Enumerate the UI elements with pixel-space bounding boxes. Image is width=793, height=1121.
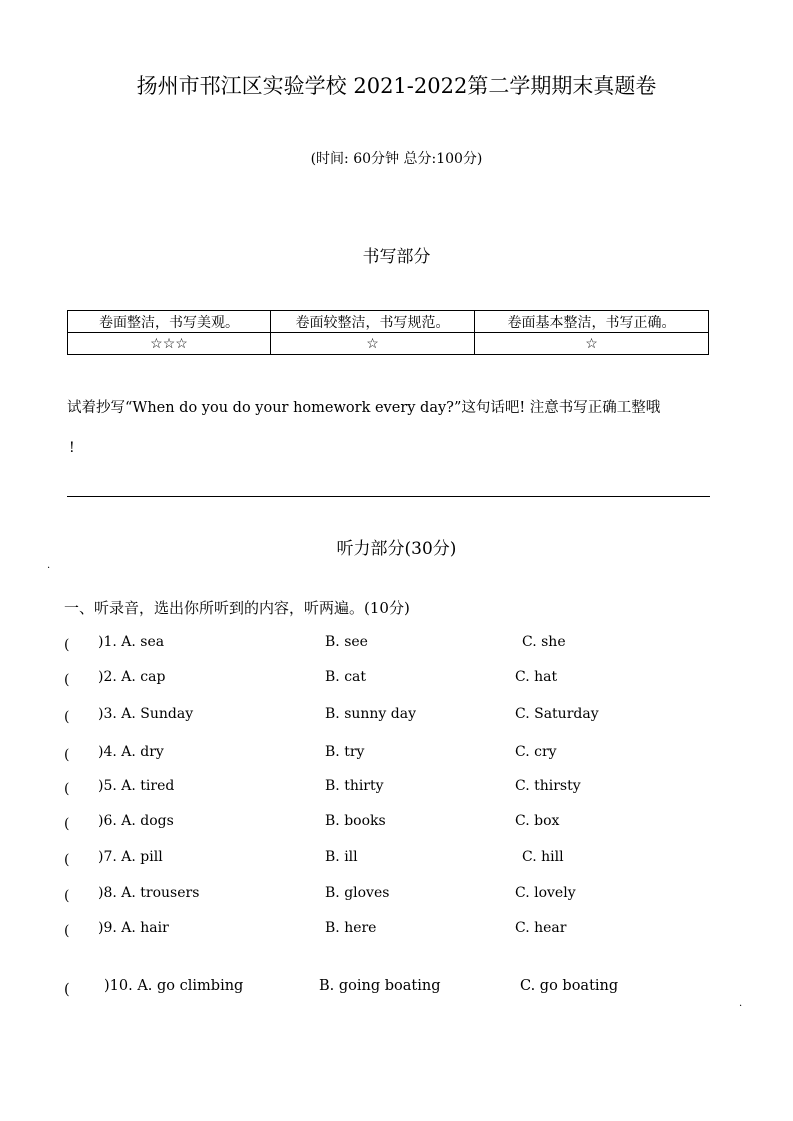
option-a: )7. A. pill: [98, 849, 163, 865]
rating-stars: ☆☆☆: [68, 333, 271, 355]
option-a: )8. A. trousers: [98, 885, 200, 901]
option-c: C. go boating: [520, 978, 619, 994]
writing-answer-line[interactable]: [67, 496, 710, 497]
answer-blank[interactable]: (: [64, 816, 98, 832]
question-row: [0, 813, 793, 833]
rating-criterion: 卷面较整洁，书写规范。: [271, 311, 475, 333]
option-c: C. thirsty: [515, 778, 581, 794]
option-a: )3. A. Sunday: [98, 706, 194, 722]
option-a: )10. A. go climbing: [104, 978, 244, 994]
question-row: [0, 920, 793, 940]
option-b: B. thirty: [325, 778, 384, 794]
option-b: B. see: [325, 634, 368, 650]
rating-stars-row: [68, 333, 709, 355]
answer-blank[interactable]: (: [64, 672, 98, 688]
answer-blank[interactable]: (: [64, 982, 99, 998]
question-row: [0, 744, 793, 764]
writing-rating-table: [67, 310, 709, 355]
option-a: )2. A. cap: [98, 669, 166, 685]
option-a: )6. A. dogs: [98, 813, 174, 829]
stray-dot: .: [739, 998, 743, 1009]
option-c: C. Saturday: [515, 706, 599, 722]
listening-section-heading: 听力部分(30分): [336, 539, 457, 559]
question-row: [0, 706, 793, 726]
question-row: [0, 778, 793, 798]
answer-blank[interactable]: (: [64, 781, 98, 797]
copy-instruction-end: !: [69, 440, 75, 456]
rating-criteria-row: [68, 311, 709, 333]
option-c: C. hear: [515, 920, 567, 936]
option-a: )4. A. dry: [98, 744, 164, 760]
question-row: [0, 849, 793, 869]
option-b: B. try: [325, 744, 365, 760]
option-a: )9. A. hair: [98, 920, 169, 936]
listening-part1-heading: 一、听录音，选出你所听到的内容，听两遍。(10分): [64, 599, 410, 617]
rating-criterion: 卷面基本整洁，书写正确。: [475, 311, 709, 333]
option-b: B. gloves: [325, 885, 390, 901]
question-row: [0, 634, 793, 654]
question-row: [0, 669, 793, 689]
option-b: B. ill: [325, 849, 358, 865]
answer-blank[interactable]: (: [64, 923, 98, 939]
answer-blank[interactable]: (: [64, 709, 98, 725]
option-b: B. sunny day: [325, 706, 416, 722]
option-c: C. cry: [515, 744, 557, 760]
rating-criterion: 卷面整洁，书写美观。: [68, 311, 271, 333]
option-a: )1. A. sea: [98, 634, 165, 650]
stray-dot: .: [47, 560, 51, 571]
answer-blank[interactable]: (: [64, 852, 98, 868]
page-title: 扬州市邗江区实验学校 2021-2022第二学期期末真题卷: [136, 74, 657, 98]
option-c: C. box: [515, 813, 560, 829]
option-c: C. lovely: [515, 885, 576, 901]
copy-instruction: 试着抄写“When do you do your homework every day?”这句话吧! 注意书写正确工整哦: [67, 400, 661, 416]
writing-section-heading: 书写部分: [362, 247, 431, 267]
option-b: B. books: [325, 813, 386, 829]
answer-blank[interactable]: (: [64, 637, 98, 653]
exam-time-info: (时间: 60分钟 总分:100分): [310, 151, 483, 167]
question-row: [0, 978, 793, 998]
answer-blank[interactable]: (: [64, 888, 98, 904]
option-b: B. cat: [325, 669, 367, 685]
option-b: B. going boating: [319, 978, 441, 994]
option-a: )5. A. tired: [98, 778, 175, 794]
answer-blank[interactable]: (: [64, 747, 98, 763]
option-c: C. she: [522, 634, 566, 650]
question-row: [0, 885, 793, 905]
rating-stars: ☆: [271, 333, 475, 355]
rating-stars: ☆: [475, 333, 709, 355]
option-c: C. hat: [515, 669, 558, 685]
option-b: B. here: [325, 920, 377, 936]
option-c: C. hill: [522, 849, 564, 865]
